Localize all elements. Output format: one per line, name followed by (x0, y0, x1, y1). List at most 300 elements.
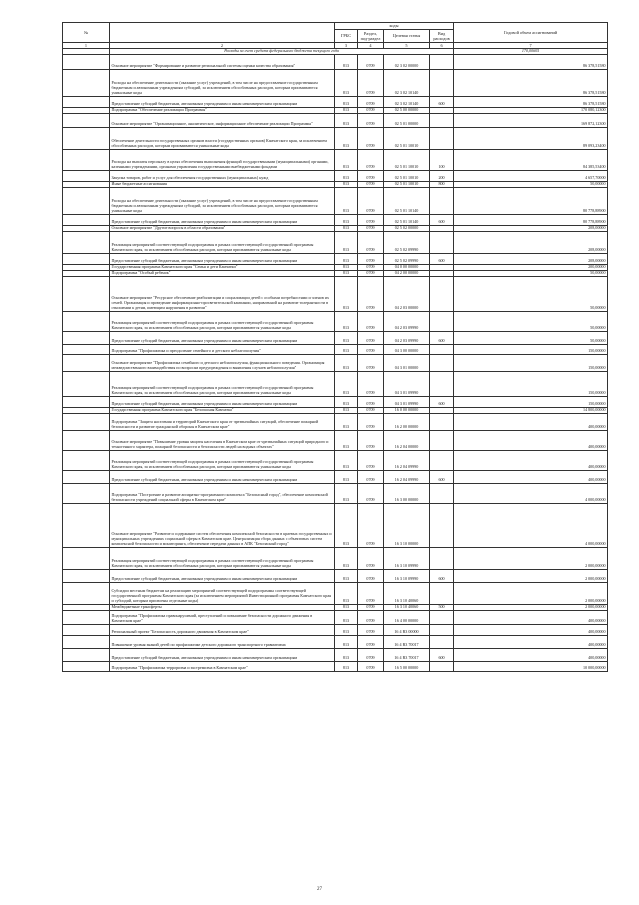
num-cell (63, 431, 110, 451)
num-cell (63, 215, 110, 226)
num-cell (63, 277, 110, 312)
vid-cell: 600 (430, 649, 454, 662)
section-value: 170,00605 (454, 49, 608, 55)
col-index-3: 3 (335, 43, 358, 49)
amount-cell: 86 378,51580 (454, 97, 608, 108)
vid-cell: 600 (430, 254, 454, 265)
target-cell: 16 4 R3 00000 (384, 625, 430, 636)
amount-cell: 2 000,00000 (454, 548, 608, 570)
table-header (63, 23, 608, 49)
name-cell: Подпрограмма "Профилактика и преодоление семейного и детского неблагополучия" (110, 345, 335, 355)
target-cell: 16 3 10 00000 (384, 504, 430, 548)
amount-cell: 2 000,00000 (454, 570, 608, 583)
name-cell: Государственная программа Камчатского края "Семья и дети Камчатки" (110, 265, 335, 271)
name-cell: Подпрограмма "Особый ребенок" (110, 271, 335, 277)
amount-cell: 150,00000 (454, 355, 608, 372)
grbs-cell: 813 (335, 97, 358, 108)
name-cell: Подпрограмма "Обеспечение реализации Программы" (110, 108, 335, 114)
grbs-cell: 813 (335, 312, 358, 332)
grbs-cell: 813 (335, 611, 358, 625)
name-cell: Предоставление субсидий бюджетным, автономным учреждениям и иным некоммерческим организациям (110, 397, 335, 408)
col-index-1: 1 (63, 43, 110, 49)
table-row (63, 625, 608, 636)
amount-cell: 170 080,12300 (454, 108, 608, 114)
vid-cell (430, 188, 454, 215)
vid-cell: 800 (430, 182, 454, 188)
razdel-cell: 0709 (358, 570, 384, 583)
target-cell: 02 5 01 10140 (384, 215, 430, 226)
razdel-cell: 0709 (358, 636, 384, 649)
target-cell: 16 4 00 00000 (384, 611, 430, 625)
razdel-cell: 0709 (358, 583, 384, 605)
num-cell (63, 355, 110, 372)
vid-cell (430, 355, 454, 372)
grbs-cell: 813 (335, 232, 358, 254)
num-cell (63, 312, 110, 332)
grbs-cell: 813 (335, 332, 358, 345)
vid-cell (430, 662, 454, 672)
razdel-cell: 0709 (358, 114, 384, 128)
col-name (110, 23, 335, 43)
table-row (63, 171, 608, 182)
amount-cell: 150,00000 (454, 397, 608, 408)
name-cell: Расходы на выплаты персоналу в целях обеспечения выполнения функций государственными (муниципальными) органами, казенными учреждениями, органами управления государственными внебюджетными фондами (110, 150, 335, 171)
target-cell: 02 5 02 09990 (384, 254, 430, 265)
num-cell (63, 471, 110, 484)
razdel-cell: 0709 (358, 254, 384, 265)
name-cell: Реализация мероприятий соответствующей подпрограммы в рамках соответствующей государственной программы Камчатского края, за исключением обособленных расходов, которым присваиваются уникальные коды (110, 451, 335, 471)
target-cell: 16 3 10 40060 (384, 605, 430, 611)
razdel-cell: 0709 (358, 265, 384, 271)
table-row (63, 215, 608, 226)
vid-cell (430, 548, 454, 570)
table-row (63, 332, 608, 345)
col-vid: Вид расходов (430, 30, 454, 43)
target-cell: 02 5 02 00000 (384, 226, 430, 232)
target-cell: 16 3 00 00000 (384, 484, 430, 504)
table-row (63, 662, 608, 672)
amount-cell: 400,00000 (454, 414, 608, 431)
num-cell (63, 114, 110, 128)
amount-cell: 150,00000 (454, 345, 608, 355)
name-cell: Расходы на обеспечение деятельности (оказание услуг) учреждений, в том числе на предоставление государственным бюджетным и автономным учреждениям субсидий, за исключением обособленных расходов, которым присваиваются уникальные коды (110, 188, 335, 215)
amount-cell: 400,00000 (454, 611, 608, 625)
vid-cell (430, 345, 454, 355)
name-cell: Основное мероприятие "Организационное, аналитическое, информационное обеспечение реализации Программы" (110, 114, 335, 128)
target-cell: 02 5 01 10010 (384, 171, 430, 182)
amount-cell: 150,00000 (454, 372, 608, 397)
razdel-cell: 0709 (358, 408, 384, 414)
budget-table (62, 22, 608, 672)
grbs-cell: 813 (335, 215, 358, 226)
table-row (63, 583, 608, 605)
grbs-cell: 813 (335, 548, 358, 570)
grbs-cell: 813 (335, 570, 358, 583)
target-cell: 04 3 01 09990 (384, 397, 430, 408)
num-cell (63, 504, 110, 548)
target-cell: 04 2 00 00000 (384, 271, 430, 277)
grbs-cell: 813 (335, 55, 358, 70)
num-cell (63, 583, 110, 605)
page-number: 27 (317, 887, 322, 892)
name-cell: Подпрограмма "Построение и развитие аппаратно-программного комплекса "Безопасный город", обеспечение комплексной безопасности учреждений социальной сферы в Камчатском крае" (110, 484, 335, 504)
table-row (63, 128, 608, 150)
col-codes: коды (335, 23, 454, 30)
num-cell (63, 97, 110, 108)
grbs-cell: 813 (335, 662, 358, 672)
amount-cell: 50,00000 (454, 271, 608, 277)
vid-cell: 600 (430, 471, 454, 484)
grbs-cell: 813 (335, 451, 358, 471)
grbs-cell: 813 (335, 108, 358, 114)
name-cell: Предоставление субсидий бюджетным, автономным учреждениям и иным некоммерческим организациям (110, 97, 335, 108)
target-cell: 04 3 00 00000 (384, 345, 430, 355)
col-num: № (63, 23, 110, 43)
razdel-cell: 0709 (358, 372, 384, 397)
grbs-cell: 813 (335, 188, 358, 215)
razdel-cell: 0709 (358, 171, 384, 182)
table-row (63, 504, 608, 548)
amount-cell: 10 000,00000 (454, 662, 608, 672)
target-cell: 04 2 03 00000 (384, 277, 430, 312)
name-cell: Подпрограмма "Профилактика правонарушений, преступлений и повышение безопасности дорожного движения в Камчатском крае" (110, 611, 335, 625)
name-cell: Основное мероприятие "Другие вопросы в области образования" (110, 226, 335, 232)
grbs-cell: 813 (335, 504, 358, 548)
target-cell: 04 3 01 00000 (384, 355, 430, 372)
name-cell: Подпрограмма "Профилактика терроризма и экстремизма в Камчатском крае" (110, 662, 335, 672)
razdel-cell: 0709 (358, 70, 384, 97)
target-cell: 02 3 02 10140 (384, 97, 430, 108)
section-title: Расходы за счет средств федерального бюджета текущего года (110, 49, 454, 55)
vid-cell (430, 232, 454, 254)
razdel-cell: 0709 (358, 431, 384, 451)
amount-cell: 208,00000 (454, 226, 608, 232)
grbs-cell: 813 (335, 70, 358, 97)
vid-cell: 600 (430, 397, 454, 408)
vid-cell: 600 (430, 332, 454, 345)
num-cell (63, 397, 110, 408)
target-cell: 16 4 R3 70017 (384, 636, 430, 649)
amount-cell: 208,00000 (454, 232, 608, 254)
grbs-cell: 813 (335, 372, 358, 397)
target-cell: 16 2 00 00000 (384, 414, 430, 431)
amount-cell: 89 093,23400 (454, 128, 608, 150)
razdel-cell: 0709 (358, 108, 384, 114)
num-cell (63, 150, 110, 171)
table-row (63, 345, 608, 355)
num-cell (63, 570, 110, 583)
target-cell: 02 5 01 10140 (384, 188, 430, 215)
table-row (63, 372, 608, 397)
vid-cell: 600 (430, 570, 454, 583)
table-row (63, 414, 608, 431)
name-cell: Межбюджетные трансферты (110, 605, 335, 611)
grbs-cell: 813 (335, 408, 358, 414)
grbs-cell: 813 (335, 625, 358, 636)
table-row (63, 97, 608, 108)
target-cell: 16 2 04 09990 (384, 471, 430, 484)
target-cell: 16 0 00 00000 (384, 408, 430, 414)
num-cell (63, 332, 110, 345)
col-amount: Годовой объем ассигнований (454, 23, 608, 43)
amount-cell: 84 385,53400 (454, 150, 608, 171)
num-cell (63, 372, 110, 397)
amount-cell: 14 800,00000 (454, 408, 608, 414)
target-cell: 16 2 04 09990 (384, 451, 430, 471)
vid-cell (430, 451, 454, 471)
vid-cell (430, 431, 454, 451)
name-cell: Закупка товаров, работ и услуг для обеспечения государственных (муниципальных) нужд (110, 171, 335, 182)
target-cell: 04 2 03 09990 (384, 312, 430, 332)
name-cell: Основное мероприятие "Профилактика семейного и детского неблагополучия, функционального поведения. Организация межведомственного взаимодействия по вопросам предупреждения и выявления случаев неблагополучия" (110, 355, 335, 372)
name-cell: Реализация мероприятий соответствующей подпрограммы в рамках соответствующей государственной программы Камчатского края, за исключением обособленных расходов, которым присваиваются уникальные коды (110, 312, 335, 332)
col-index-6: 6 (430, 43, 454, 49)
vid-cell (430, 636, 454, 649)
name-cell: Обеспечение деятельности государственных органов власти (государственных органов) Камчатского края, за исключением обособленных расходов, которым присваиваются уникальные коды (110, 128, 335, 150)
razdel-cell: 0709 (358, 332, 384, 345)
amount-cell: 400,00000 (454, 431, 608, 451)
name-cell: Региональный проект "Безопасность дорожного движения в Камчатском крае" (110, 625, 335, 636)
col-target: Целевая статья (384, 30, 430, 43)
vid-cell (430, 414, 454, 431)
razdel-cell: 0709 (358, 277, 384, 312)
razdel-cell: 0709 (358, 128, 384, 150)
name-cell: Расходы на обеспечение деятельности (оказание услуг) учреждений, в том числе на предоставление государственным бюджетным и автономным учреждениям субсидий, за исключением обособленных расходов, которым присваиваются уникальные коды (110, 70, 335, 97)
target-cell: 16 3 10 40060 (384, 583, 430, 605)
vid-cell: 600 (430, 215, 454, 226)
razdel-cell: 0709 (358, 150, 384, 171)
num-cell (63, 414, 110, 431)
name-cell: Основное мероприятие "Повышение уровня защиты населения в Камчатском крае от чрезвычайных ситуаций природного и техногенного характера, пожарной безопасности и безопасности людей на водных объектах" (110, 431, 335, 451)
grbs-cell: 813 (335, 484, 358, 504)
name-cell: Основное мероприятие "Формирование и развитие региональной системы оценки качества образования" (110, 55, 335, 70)
grbs-cell: 813 (335, 277, 358, 312)
grbs-cell: 813 (335, 254, 358, 265)
amount-cell: 80 778,88900 (454, 215, 608, 226)
target-cell: 02 5 01 10010 (384, 150, 430, 171)
grbs-cell: 813 (335, 265, 358, 271)
name-cell: Предоставление субсидий бюджетным, автономным учреждениям и иным некоммерческим организациям (110, 570, 335, 583)
vid-cell (430, 484, 454, 504)
name-cell: Реализация мероприятий соответствующей подпрограммы в рамках соответствующей государственной программы Камчатского края, за исключением обособленных расходов, которым присваиваются уникальные коды (110, 372, 335, 397)
grbs-cell: 813 (335, 583, 358, 605)
table-row (63, 114, 608, 128)
table-row (63, 611, 608, 625)
target-cell: 02 3 02 10140 (384, 70, 430, 97)
target-cell: 02 5 01 00000 (384, 114, 430, 128)
table-row (63, 312, 608, 332)
vid-cell (430, 55, 454, 70)
grbs-cell: 813 (335, 636, 358, 649)
amount-cell: 208,00000 (454, 254, 608, 265)
razdel-cell: 0709 (358, 312, 384, 332)
vid-cell (430, 70, 454, 97)
target-cell: 02 5 01 10010 (384, 128, 430, 150)
grbs-cell: 813 (335, 271, 358, 277)
vid-cell: 600 (430, 97, 454, 108)
col-razdel: Раздел, под-раздел (358, 30, 384, 43)
num-cell (63, 636, 110, 649)
razdel-cell: 0709 (358, 504, 384, 548)
vid-cell (430, 128, 454, 150)
grbs-cell: 813 (335, 114, 358, 128)
num-cell (63, 611, 110, 625)
num-cell (63, 70, 110, 97)
table-row (63, 355, 608, 372)
razdel-cell: 0709 (358, 484, 384, 504)
vid-cell (430, 625, 454, 636)
num-cell (63, 171, 110, 182)
razdel-cell: 0709 (358, 548, 384, 570)
col-index-4: 4 (358, 43, 384, 49)
name-cell: Подпрограмма "Защита населения и территорий Камчатского края от чрезвычайных ситуаций, обеспечение пожарной безопасности и развитие гражданской обороны в Камчатском крае" (110, 414, 335, 431)
col-index-5: 5 (384, 43, 430, 49)
name-cell: Предоставление субсидий бюджетным, автономным учреждениям и иным некоммерческим организациям (110, 332, 335, 345)
num-cell (63, 232, 110, 254)
vid-cell: 100 (430, 150, 454, 171)
razdel-cell: 0709 (358, 414, 384, 431)
col-index-2: 2 (110, 43, 335, 49)
name-cell: Государственная программа Камчатского края "Безопасная Камчатка" (110, 408, 335, 414)
amount-cell: 50,00000 (454, 182, 608, 188)
vid-cell (430, 277, 454, 312)
col-grbs: ГРБС (335, 30, 358, 43)
budget-table-page (62, 22, 607, 672)
razdel-cell: 0709 (358, 226, 384, 232)
amount-cell: 400,00000 (454, 636, 608, 649)
razdel-cell: 0709 (358, 232, 384, 254)
num-cell (63, 484, 110, 504)
razdel-cell: 0709 (358, 97, 384, 108)
target-cell: 02 5 02 09990 (384, 232, 430, 254)
num-cell (63, 55, 110, 70)
amount-cell: 169 872,12300 (454, 114, 608, 128)
grbs-cell: 813 (335, 345, 358, 355)
table-body (63, 49, 608, 672)
grbs-cell: 813 (335, 355, 358, 372)
razdel-cell: 0709 (358, 625, 384, 636)
table-row (63, 397, 608, 408)
table-row (63, 70, 608, 97)
razdel-cell: 0709 (358, 188, 384, 215)
table-row (63, 232, 608, 254)
table-row (63, 55, 608, 70)
table-row (63, 150, 608, 171)
vid-cell (430, 114, 454, 128)
name-cell: Повышение уровня знаний детей по профилактике детского дорожного транспортного травматизма (110, 636, 335, 649)
razdel-cell: 0709 (358, 397, 384, 408)
razdel-cell: 0709 (358, 55, 384, 70)
name-cell: Основное мероприятие "Развитие и содержание систем обеспечения комплексной безопасности в краевых государственных и муниципальных учреждениях социальной сферы в Камчатском крае. Централизация сбора данных с объектовых систем комплексной безопасности и мониторинга, обеспечение передачи данных в АПК "Безопасный город" (110, 504, 335, 548)
razdel-cell: 0709 (358, 345, 384, 355)
amount-cell: 50,00000 (454, 332, 608, 345)
vid-cell (430, 504, 454, 548)
vid-cell (430, 312, 454, 332)
num-cell (63, 649, 110, 662)
grbs-cell: 813 (335, 171, 358, 182)
amount-cell: 400,00000 (454, 625, 608, 636)
razdel-cell: 0709 (358, 471, 384, 484)
amount-cell: 4 657,70000 (454, 171, 608, 182)
grbs-cell: 813 (335, 431, 358, 451)
name-cell: Основное мероприятие "Ресурсное обеспечение реабилитации и социализации детей с особыми потребностями и членов их семей. Организация и проведение информационно-просветительской кампании, направленной на развитие толерантности в отношении к детям, имеющим нарушения в развитии" (110, 277, 335, 312)
vid-cell: 500 (430, 605, 454, 611)
target-cell: 04 2 03 09990 (384, 332, 430, 345)
num-cell (63, 188, 110, 215)
table-row (63, 451, 608, 471)
vid-cell (430, 372, 454, 397)
amount-cell: 400,00000 (454, 471, 608, 484)
table-row (63, 548, 608, 570)
table-row (63, 636, 608, 649)
num-cell (63, 345, 110, 355)
amount-cell: 2 000,00000 (454, 605, 608, 611)
vid-cell (430, 583, 454, 605)
num-cell (63, 548, 110, 570)
table-row (63, 570, 608, 583)
table-row (63, 254, 608, 265)
table-row (63, 471, 608, 484)
table-row (63, 431, 608, 451)
target-cell: 04 0 00 00000 (384, 265, 430, 271)
amount-cell: 4 000,00000 (454, 484, 608, 504)
amount-cell: 80 778,88900 (454, 188, 608, 215)
num-cell (63, 662, 110, 672)
target-cell: 16 3 10 09990 (384, 570, 430, 583)
col-index-7: 7 (454, 43, 608, 49)
grbs-cell: 813 (335, 605, 358, 611)
razdel-cell: 0709 (358, 451, 384, 471)
amount-cell: 86 378,51580 (454, 70, 608, 97)
target-cell: 02 5 01 10010 (384, 182, 430, 188)
num-cell (63, 254, 110, 265)
target-cell: 16 3 10 09990 (384, 548, 430, 570)
num-cell (63, 625, 110, 636)
amount-cell: 86 378,51580 (454, 55, 608, 70)
name-cell: Предоставление субсидий бюджетным, автономным учреждениям и иным некоммерческим организациям (110, 471, 335, 484)
vid-cell: 200 (430, 171, 454, 182)
name-cell: Иные бюджетные ассигнования (110, 182, 335, 188)
razdel-cell: 0709 (358, 611, 384, 625)
table-row (63, 484, 608, 504)
amount-cell: 50,00000 (454, 312, 608, 332)
vid-cell (430, 611, 454, 625)
name-cell: Предоставление субсидий бюджетным, автономным учреждениям и иным некоммерческим организациям (110, 215, 335, 226)
amount-cell: 50,00000 (454, 277, 608, 312)
name-cell: Предоставление субсидий бюджетным, автономным учреждениям и иным некоммерческим организациям (110, 254, 335, 265)
name-cell: Предоставление субсидий бюджетным, автономным учреждениям и иным некоммерческим организациям (110, 649, 335, 662)
target-cell: 16 4 R3 70017 (384, 649, 430, 662)
target-cell: 16 5 00 00000 (384, 662, 430, 672)
target-cell: 02 3 02 00000 (384, 55, 430, 70)
table-row (63, 277, 608, 312)
razdel-cell: 0709 (358, 662, 384, 672)
table-row (63, 188, 608, 215)
target-cell: 16 2 04 00000 (384, 431, 430, 451)
razdel-cell: 0709 (358, 355, 384, 372)
grbs-cell: 813 (335, 471, 358, 484)
grbs-cell: 813 (335, 150, 358, 171)
name-cell: Реализация мероприятий соответствующей подпрограммы в рамках соответствующей государственной программы Камчатского края, за исключением обособленных расходов, которым присваиваются уникальные коды (110, 548, 335, 570)
amount-cell: 2 000,00000 (454, 583, 608, 605)
name-cell: Реализация мероприятий соответствующей подпрограммы в рамках соответствующей государственной программы Камчатского края, за исключением обособленных расходов, которым присваиваются уникальные коды (110, 232, 335, 254)
razdel-cell: 0709 (358, 182, 384, 188)
amount-cell: 200,00000 (454, 265, 608, 271)
target-cell: 02 5 00 00000 (384, 108, 430, 114)
grbs-cell: 813 (335, 649, 358, 662)
target-cell: 04 3 01 09990 (384, 372, 430, 397)
razdel-cell: 0709 (358, 215, 384, 226)
